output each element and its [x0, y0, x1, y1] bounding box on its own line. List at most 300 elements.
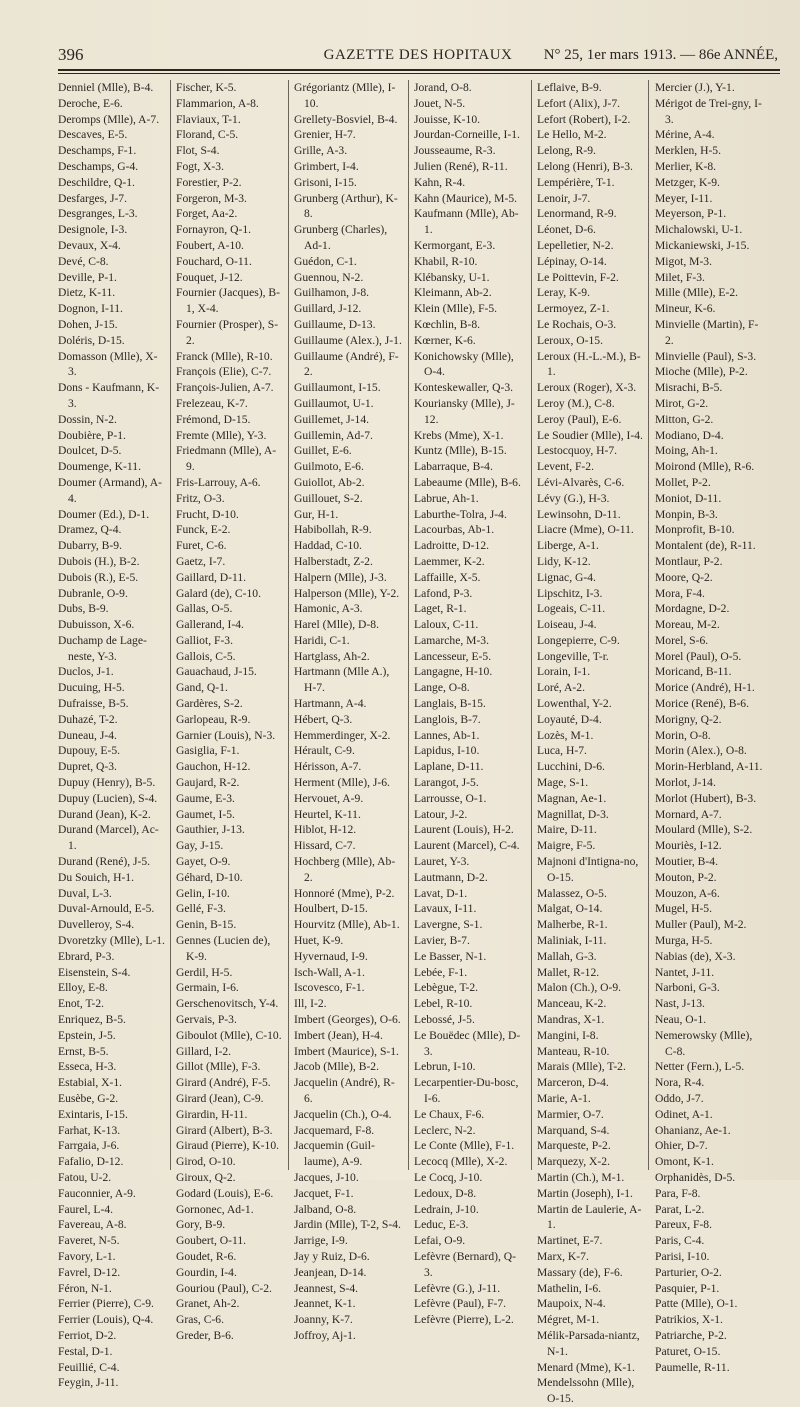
index-entry: Gur, H-1. [294, 507, 339, 521]
index-entry: Magnan, Ae-1. [537, 791, 607, 805]
index-entry: Lidy, K-12. [537, 554, 591, 568]
index-entry: Lowenthal, Y-2. [537, 697, 612, 711]
index-entry: Imbert (Maurice), S-1. [294, 1044, 399, 1058]
index-entry: Lavergne, S-1. [414, 918, 483, 932]
index-entry: Géhard, D-10. [176, 870, 243, 884]
index-entry: Guillaumont, I-15. [294, 381, 381, 395]
index-entry: Gayet, O-9. [176, 855, 231, 869]
page-header [58, 44, 778, 66]
index-entry: Dognon, I-11. [58, 302, 123, 316]
index-entry: Gay, J-15. [176, 839, 224, 853]
index-entry: Grégoriantz (Mlle), I-10. [294, 81, 396, 110]
index-entry: Durand (Jean), K-2. [58, 807, 151, 821]
index-entry: Hamonic, A-3. [294, 602, 363, 616]
index-entry: Mille (Mlle), E-2. [655, 286, 739, 300]
index-entry: Festal, D-1. [58, 1344, 113, 1358]
index-entry: Huet, K-9. [294, 934, 344, 948]
index-entry: Gaetz, I-7. [176, 554, 226, 568]
index-entry: Mornard, A-7. [655, 807, 722, 821]
index-entry: Herment (Mlle), J-6. [294, 776, 390, 790]
index-entry: Lévy (G.), H-3. [537, 491, 610, 505]
index-entry: Marceron, D-4. [537, 1076, 609, 1090]
index-entry: Gaillard, D-11. [176, 570, 247, 584]
index-entry: Lauret, Y-3. [414, 855, 470, 869]
index-entry: Fornayron, Q-1. [176, 223, 252, 237]
index-entry: Minvielle (Martin), F-2. [655, 317, 759, 347]
index-entry: Moreau, M-2. [655, 618, 720, 632]
index-entry: Houlbert, D-15. [294, 902, 368, 916]
index-entry: Gauachaud, J-15. [176, 665, 257, 679]
index-entry: Mérine, A-4. [655, 128, 715, 142]
index-entry: Kleimann, Ab-2. [414, 286, 492, 300]
index-entry: Jacquemin (Guil-laume), A-9. [294, 1139, 375, 1169]
index-entry: Dubarry, B-9. [58, 539, 122, 553]
index-entry: Morin-Herbland, A-11. [655, 760, 763, 774]
index-entry: Malon (Ch.), O-9. [537, 981, 622, 995]
index-entry: Lefort (Alix), J-7. [537, 96, 621, 110]
index-entry: Lamarche, M-3. [414, 633, 490, 647]
index-entry: Nora, R-4. [655, 1076, 705, 1090]
index-entry: Paumelle, R-11. [655, 1360, 730, 1374]
index-entry: Gourdin, I-4. [176, 1265, 237, 1279]
index-entry: Nast, J-13. [655, 997, 705, 1011]
index-column-2 [176, 80, 284, 1342]
index-entry: Lebrun, I-10. [414, 1060, 476, 1074]
index-entry: Halpern (Mlle), J-3. [294, 570, 387, 584]
index-entry: Malassez, O-5. [537, 886, 607, 900]
index-entry: Malgat, O-14. [537, 902, 603, 916]
index-entry: Frucht, D-10. [176, 507, 239, 521]
index-entry: Lecocq (Mlle), X-2. [414, 1155, 508, 1169]
index-entry: Lozès, M-1. [537, 728, 594, 742]
column-divider [288, 80, 289, 1170]
index-entry: Laffaille, X-5. [414, 570, 481, 584]
index-entry: Ill, I-2. [294, 997, 327, 1011]
index-entry: Laloux, C-11. [414, 618, 479, 632]
index-entry: Lipschitz, I-3. [537, 586, 603, 600]
index-entry: Labeaume (Mlle), B-6. [414, 475, 521, 489]
index-entry: Ohier, D-7. [655, 1139, 708, 1153]
index-entry: Fris-Larrouy, A-6. [176, 475, 261, 489]
index-entry: Leroux (Roger), X-3. [537, 381, 637, 395]
index-entry: Lange, O-8. [414, 681, 470, 695]
index-entry: Luca, H-7. [537, 744, 587, 758]
index-entry: Lelong, R-9. [537, 144, 596, 158]
index-entry: Leduc, E-3. [414, 1218, 469, 1232]
index-entry: Langagne, H-10. [414, 665, 493, 679]
index-entry: Gaumet, I-5. [176, 807, 235, 821]
index-entry: Florand, C-5. [176, 128, 239, 142]
index-entry: Feygin, J-11. [58, 1376, 119, 1390]
index-entry: Guillemet, J-14. [294, 412, 370, 426]
index-entry: Morice (René), B-6. [655, 697, 750, 711]
page-number: 396 [58, 45, 84, 64]
index-entry: Haridi, C-1. [294, 633, 350, 647]
index-entry: Langlois, B-7. [414, 712, 481, 726]
index-entry: Foubert, A-10. [176, 238, 244, 252]
index-entry: Morin (Alex.), O-8. [655, 744, 747, 758]
index-entry: Liberge, A-1. [537, 539, 599, 553]
index-entry: Metzger, K-9. [655, 175, 720, 189]
index-entry: Enot, T-2. [58, 997, 105, 1011]
index-entry: Habibollah, R-9. [294, 523, 372, 537]
index-entry: Montlaur, P-2. [655, 554, 723, 568]
index-entry: Loré, A-2. [537, 681, 585, 695]
index-entry: Deroche, E-6. [58, 96, 123, 110]
index-entry: Menard (Mme), K-1. [537, 1360, 635, 1374]
index-entry: Gand, Q-1. [176, 681, 228, 695]
index-entry: Lewinsohn, D-11. [537, 507, 621, 521]
index-entry: Gallois, C-5. [176, 649, 236, 663]
index-entry: Gouriou (Paul), C-2. [176, 1281, 272, 1295]
index-entry: Descaves, E-5. [58, 128, 128, 142]
index-entry: Le Basser, N-1. [414, 949, 487, 963]
index-entry: Kœchlin, B-8. [414, 317, 481, 331]
index-entry: Guillaume (André), F-2. [294, 349, 399, 379]
index-entry: Grimbert, I-4. [294, 159, 359, 173]
index-entry: Gasiglia, F-1. [176, 744, 240, 758]
index-entry: Leroy (M.), C-8. [537, 396, 615, 410]
index-entry: Duval-Arnould, E-5. [58, 902, 155, 916]
index-entry: Lefai, O-9. [414, 1234, 466, 1248]
index-entry: Jeannet, K-1. [294, 1297, 356, 1311]
index-entry: Marquand, S-4. [537, 1123, 610, 1137]
index-entry: Deville, P-1. [58, 270, 117, 284]
index-entry: Grille, A-3. [294, 144, 348, 158]
index-entry: Kaufmann (Mlle), Ab-1. [414, 207, 519, 237]
index-entry: Marmier, O-7. [537, 1107, 604, 1121]
index-entry: Farhat, K-13. [58, 1123, 121, 1137]
index-entry: Ledrain, J-10. [414, 1202, 479, 1216]
index-entry: Konichowsky (Mlle), O-4. [414, 349, 514, 379]
index-entry: Jalband, O-8. [294, 1202, 357, 1216]
index-entry: Dubuisson, X-6. [58, 618, 135, 632]
index-entry: Hourvitz (Mlle), Ab-1. [294, 918, 400, 932]
index-entry: Guiollot, Ab-2. [294, 475, 365, 489]
index-entry: Dupuy (Henry), B-5. [58, 776, 156, 790]
index-entry: Klébansky, U-1. [414, 270, 490, 284]
index-entry: François (Elie), C-7. [176, 365, 272, 379]
index-column-3 [294, 80, 402, 1342]
index-entry: Gallas, O-5. [176, 602, 233, 616]
index-entry: Favereau, A-8. [58, 1218, 127, 1232]
index-entry: Pareux, F-8. [655, 1218, 712, 1232]
index-entry: Deschamps, F-1. [58, 144, 137, 158]
index-entry: Hérisson, A-7. [294, 760, 362, 774]
index-entry: Garlopeau, R-9. [176, 712, 251, 726]
index-entry: Kahn (Maurice), M-5. [414, 191, 518, 205]
index-entry: Gardères, S-2. [176, 697, 243, 711]
index-entry: Dvoretzky (Mlle), L-1. [58, 934, 165, 948]
index-entry: Guillouet, S-2. [294, 491, 363, 505]
index-entry: Guillaumot, U-1. [294, 396, 374, 410]
index-entry: Devaux, X-4. [58, 238, 121, 252]
index-entry: Lefèvre (Bernard), Q-3. [414, 1249, 517, 1279]
index-entry: Gauchon, H-12. [176, 760, 251, 774]
index-entry: Hervouet, A-9. [294, 791, 364, 805]
index-entry: Leray, K-9. [537, 286, 591, 300]
index-entry: Duneau, J-4. [58, 728, 117, 742]
index-entry: Giboulot (Mlle), C-10. [176, 1028, 282, 1042]
index-entry: Martinet, E-7. [537, 1234, 603, 1248]
index-entry: Godard (Louis), E-6. [176, 1186, 274, 1200]
index-entry: Doulcet, D-5. [58, 444, 122, 458]
index-entry: Loiseau, J-4. [537, 618, 597, 632]
index-entry: Fogt, X-3. [176, 159, 224, 173]
index-entry: Kœrner, K-6. [414, 333, 476, 347]
index-entry: Lefèvre (G.), J-11. [414, 1281, 501, 1295]
index-entry: Grunberg (Charles), Ad-1. [294, 223, 388, 252]
index-entry: Joffroy, Aj-1. [294, 1328, 356, 1342]
index-entry: Elloy, E-8. [58, 981, 108, 995]
index-entry: Gennes (Lucien de), K-9. [176, 934, 271, 963]
index-entry: Féron, N-1. [58, 1281, 112, 1295]
index-entry: Gaujard, R-2. [176, 776, 240, 790]
index-entry: Haddad, C-10. [294, 539, 362, 553]
index-entry: Lebée, F-1. [414, 965, 468, 979]
index-entry: Monprofit, B-10. [655, 523, 735, 537]
index-entry: Hartmann (Mlle A.), H-7. [294, 665, 390, 695]
index-entry: Lefèvre (Paul), F-7. [414, 1297, 507, 1311]
index-entry: Dubois (H.), B-2. [58, 554, 140, 568]
index-entry: Marx, K-7. [537, 1249, 589, 1263]
index-entry: Leroux (H.-L.-M.), B-1. [537, 349, 641, 379]
index-entry: Longepierre, C-9. [537, 633, 620, 647]
index-entry: Hochberg (Mlle), Ab-2. [294, 855, 396, 884]
index-entry: Le Chaux, F-6. [414, 1107, 485, 1121]
index-column-1 [58, 80, 166, 1390]
index-entry: Gauthier, J-13. [176, 823, 245, 837]
index-entry: Doubière, P-1. [58, 428, 126, 442]
index-entry: Desgranges, L-3. [58, 207, 138, 221]
index-entry: Gervais, P-3. [176, 1013, 237, 1027]
index-entry: Nemerowsky (Mlle), C-8. [655, 1028, 753, 1058]
index-entry: Fischer, K-5. [176, 81, 237, 94]
index-entry: Eisenstein, S-4. [58, 965, 131, 979]
index-entry: Ducuing, H-5. [58, 681, 125, 695]
index-entry: Hissard, C-7. [294, 839, 356, 853]
index-entry: Giroux, Q-2. [176, 1170, 236, 1184]
index-entry: Duhazé, T-2. [58, 712, 118, 726]
index-entry: Morlot (Hubert), B-3. [655, 791, 757, 805]
index-entry: Mickaniewski, J-15. [655, 238, 750, 252]
index-entry: Doumer (Ed.), D-1. [58, 507, 150, 521]
index-entry: Friedmann (Mlle), A-9. [176, 444, 277, 474]
index-entry: Ladroitte, D-12. [414, 539, 490, 553]
index-entry: Gillot (Mlle), F-3. [176, 1060, 261, 1074]
index-entry: Gerschenovitsch, Y-4. [176, 997, 279, 1011]
index-entry: Larangot, J-5. [414, 776, 479, 790]
index-entry: Leroux, O-15. [537, 333, 604, 347]
index-entry: Lautmann, D-2. [414, 870, 488, 884]
index-entry: Fournier (Jacques), B-1, X-4. [176, 286, 280, 316]
index-entry: Michalowski, U-1. [655, 223, 743, 237]
index-entry: Jacquet, F-1. [294, 1186, 354, 1200]
index-entry: Girard (Jean), C-9. [176, 1092, 264, 1105]
index-entry: Manceau, K-2. [537, 997, 607, 1011]
index-entry: Lepelletier, N-2. [537, 238, 614, 252]
index-entry: Lavat, D-1. [414, 886, 468, 900]
index-entry: Le Cocq, J-10. [414, 1170, 483, 1184]
header-rule [58, 69, 780, 71]
index-entry: Imbert (Jean), H-4. [294, 1028, 383, 1042]
index-entry: Faurel, L-4. [58, 1202, 114, 1216]
index-entry: Langlais, B-15. [414, 697, 486, 711]
index-entry: Girard (Albert), B-3. [176, 1123, 273, 1137]
index-entry: Lorain, I-1. [537, 665, 591, 679]
index-entry: Grisoni, I-15. [294, 175, 357, 189]
index-entry: Duclos, J-1. [58, 665, 114, 679]
index-entry: Frémond, D-15. [176, 412, 251, 426]
index-entry: Guillaume (Alex.), J-1. [294, 333, 402, 347]
index-entry: Hiblot, H-12. [294, 823, 357, 837]
index-entry: Ferrier (Pierre), C-9. [58, 1297, 154, 1311]
index-entry: Farrgaia, J-6. [58, 1139, 120, 1153]
index-entry: Laplane, D-11. [414, 760, 484, 774]
index-entry: Morlot, J-14. [655, 776, 716, 790]
index-entry: Dietz, K-11. [58, 286, 116, 300]
index-entry: Faveret, N-5. [58, 1234, 120, 1248]
index-entry: Mercier (J.), Y-1. [655, 81, 735, 94]
column-divider [648, 80, 649, 1170]
index-entry: Franck (Mlle), R-10. [176, 349, 273, 363]
index-entry: Doléris, D-15. [58, 333, 125, 347]
index-entry: Latour, J-2. [414, 807, 468, 821]
index-entry: Maliniak, I-11. [537, 934, 607, 948]
index-entry: Mendelssohn (Mlle), O-15. [537, 1376, 635, 1406]
index-entry: Kermorgant, E-3. [414, 238, 496, 252]
index-entry: Martin (Joseph), I-1. [537, 1186, 633, 1200]
index-entry: Grellety-Bosviel, B-4. [294, 112, 398, 126]
index-entry: Guillard, J-12. [294, 302, 362, 316]
index-entry: Lafond, P-3. [414, 586, 473, 600]
index-entry: Hyvernaud, I-9. [294, 949, 368, 963]
index-entry: Moirond (Mlle), R-6. [655, 460, 755, 474]
index-entry: Krebs (Mme), X-1. [414, 428, 504, 442]
journal-title: GAZETTE DES HOPITAUX [323, 47, 513, 63]
index-entry: Durand (Marcel), Ac-1. [58, 823, 159, 853]
index-entry: Jacques, J-10. [294, 1170, 359, 1184]
index-entry: Lebègue, T-2. [414, 981, 479, 995]
index-entry: Monpin, B-3. [655, 507, 718, 521]
index-entry: Para, F-8. [655, 1186, 701, 1200]
index-entry: Honnoré (Mme), P-2. [294, 886, 395, 900]
index-entry: Oddo, J-7. [655, 1092, 704, 1105]
index-entry: Loyauté, D-4. [537, 712, 602, 726]
index-entry: Malherbe, R-1. [537, 918, 608, 932]
index-entry: Mélik-Parsada-niantz, N-1. [537, 1328, 640, 1358]
index-entry: Lavier, B-7. [414, 934, 470, 948]
index-entry: Fournier (Prosper), S-2. [176, 317, 279, 347]
index-entry: Jousseaume, R-3. [414, 144, 496, 158]
index-entry: Dubranle, O-9. [58, 586, 128, 600]
index-entry: Dossin, N-2. [58, 412, 117, 426]
index-entry: Flot, S-4. [176, 144, 220, 158]
index-entry: Hemmerdinger, X-2. [294, 728, 391, 742]
index-entry: Gerdil, H-5. [176, 965, 233, 979]
index-entry: Mouton, P-2. [655, 870, 717, 884]
index-entry: Mirot, G-2. [655, 396, 709, 410]
index-entry: Larrousse, O-1. [414, 791, 487, 805]
index-entry: Lancesseur, E-5. [414, 649, 492, 663]
index-entry: Parturier, O-2. [655, 1265, 722, 1279]
index-entry: Patrikios, X-1. [655, 1313, 723, 1327]
index-entry: Narboni, G-3. [655, 981, 720, 995]
index-entry: Mouriès, I-12. [655, 839, 722, 853]
index-entry: Eusèbe, G-2. [58, 1092, 119, 1105]
index-entry: Gras, C-6. [176, 1313, 224, 1327]
index-entry: Heurtel, K-11. [294, 807, 361, 821]
index-entry: Neau, O-1. [655, 1013, 707, 1027]
index-entry: Lavaux, I-11. [414, 902, 477, 916]
index-entry: Harel (Mlle), D-8. [294, 618, 379, 632]
index-entry: Majnoni d'Intigna-no, O-15. [537, 855, 639, 884]
index-entry: Lefort (Robert), I-2. [537, 112, 631, 126]
index-entry: Epstein, J-5. [58, 1028, 116, 1042]
index-entry: Fouchard, O-11. [176, 254, 252, 268]
index-entry: Girardin, H-11. [176, 1107, 248, 1121]
index-entry: Moore, Q-2. [655, 570, 713, 584]
index-entry: Meyerson, P-1. [655, 207, 727, 221]
index-entry: Duchamp de Lage-neste, Y-3. [58, 633, 147, 663]
index-entry: Dubois (R.), E-5. [58, 570, 139, 584]
index-entry: Desfarges, J-7. [58, 191, 128, 205]
index-entry: Domasson (Mlle), X-3. [58, 349, 158, 379]
index-entry: Patriarche, P-2. [655, 1328, 727, 1342]
index-entry: Favory, L-1. [58, 1249, 116, 1263]
index-entry: Dupouy, E-5. [58, 744, 121, 758]
index-entry: Konteskewaller, Q-3. [414, 381, 514, 395]
index-entry: Magnillat, D-3. [537, 807, 609, 821]
index-entry: Moniot, D-11. [655, 491, 722, 505]
index-entry: Mitton, G-2. [655, 412, 714, 426]
index-entry: Mioche (Mlle), P-2. [655, 365, 748, 379]
index-entry: Forget, Aa-2. [176, 207, 238, 221]
index-entry: Kahn, R-4. [414, 175, 466, 189]
index-entry: Merlier, K-8. [655, 159, 717, 173]
index-entry: Lecarpentier-Du-bosc, I-6. [414, 1076, 519, 1105]
index-entry: Mollet, P-2. [655, 475, 711, 489]
index-entry: Léonet, D-6. [537, 223, 596, 237]
index-entry: Le Hello, M-2. [537, 128, 607, 142]
index-entry: Ohanianz, Ae-1. [655, 1123, 731, 1137]
index-entry: Maigre, F-5. [537, 839, 596, 853]
index-entry: Mineur, K-6. [655, 302, 716, 316]
index-entry: Durand (René), J-5. [58, 855, 151, 869]
index-entry: Guédon, C-1. [294, 254, 357, 268]
index-entry: Hartmann, A-4. [294, 697, 367, 711]
index-entry: Minvielle (Paul), S-3. [655, 349, 757, 363]
index-entry: Lacourbas, Ab-1. [414, 523, 495, 537]
index-entry: Mage, S-1. [537, 776, 589, 790]
index-entry: Jouet, N-5. [414, 96, 466, 110]
index-entry: Lebossé, J-5. [414, 1013, 475, 1027]
index-entry: Mouzon, A-6. [655, 886, 720, 900]
index-entry: Migot, M-3. [655, 254, 713, 268]
index-entry: Lermoyez, Z-1. [537, 302, 610, 316]
index-entry: Lenoir, J-7. [537, 191, 591, 205]
index-column-6 [655, 80, 763, 1374]
index-entry: Ernst, B-5. [58, 1044, 109, 1058]
index-entry: Duvelleroy, S-4. [58, 918, 135, 932]
index-entry: Meyer, I-11. [655, 191, 713, 205]
index-entry: Merklen, H-5. [655, 144, 722, 158]
index-entry: Mangini, I-8. [537, 1028, 599, 1042]
index-entry: Mallah, G-3. [537, 949, 597, 963]
index-entry: Ferrier (Louis), Q-4. [58, 1313, 154, 1327]
index-entry: Lestocquoy, H-7. [537, 444, 618, 458]
index-entry: Esseca, H-3. [58, 1060, 117, 1074]
